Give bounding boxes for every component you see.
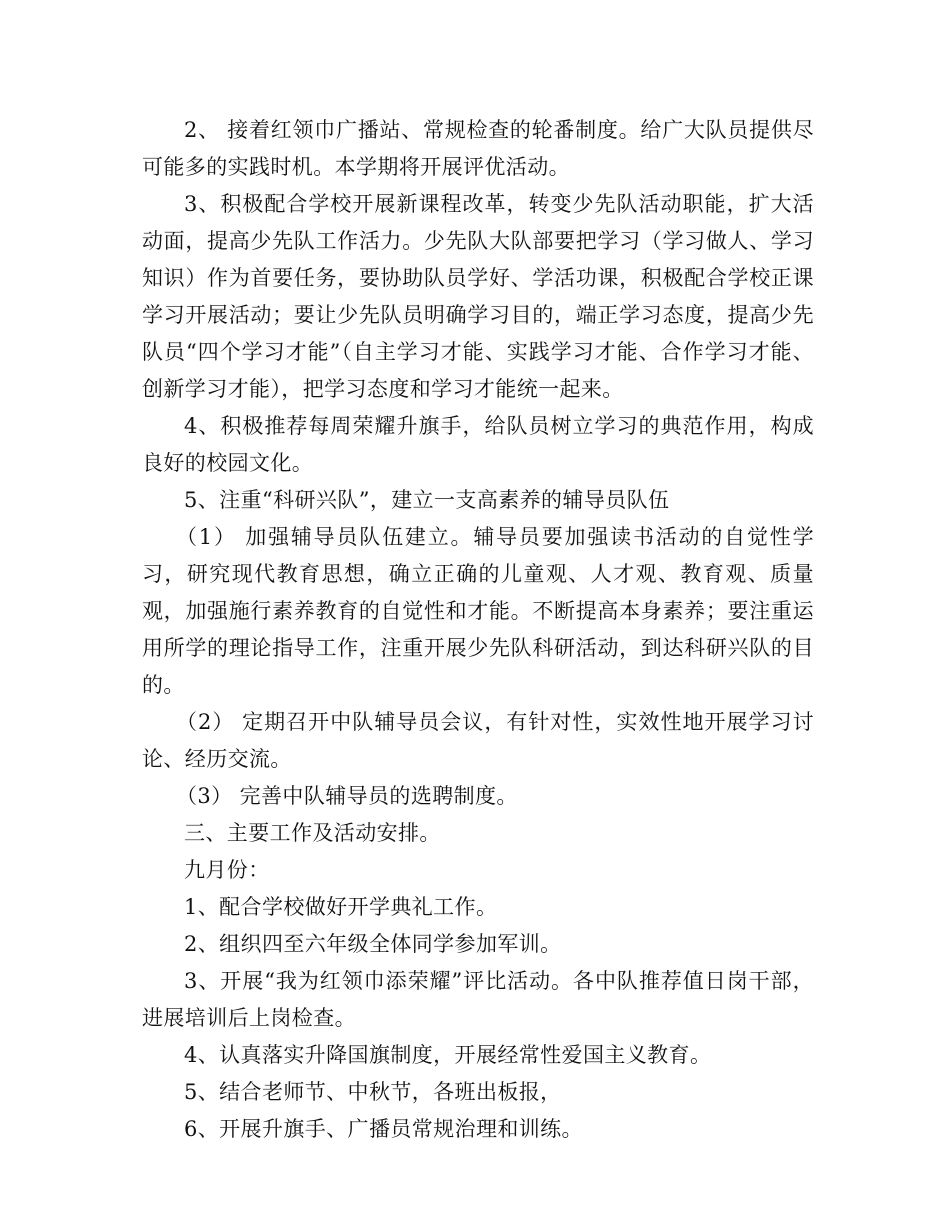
activity-item-5: 5、结合老师节、中秋节，各班出板报， xyxy=(184,1080,562,1104)
paragraph-subitem-2: （2） 定期召开中队辅导员会议，有针对性，实效性地开展学习讨论、经历交流。 xyxy=(142,710,814,771)
section-heading: 三、主要工作及活动安排。 xyxy=(184,821,441,845)
activity-item-2: 2、组织四至六年级全体同学参加军训。 xyxy=(184,932,562,956)
paragraph-subitem-3: （3） 完善中队辅导员的选聘制度。 xyxy=(176,784,518,808)
month-heading: 九月份： xyxy=(184,858,270,882)
paragraph-subitem-1: （1） 加强辅导员队伍建立。辅导员要加强读书活动的自觉性学习，研究现代教育思想，确立正确的儿童观、人才观、教育观、质量观，加强施行素养教育的自觉性和才能。不断提高本身素养；要注重运用所学的理论指导工作，注重开展少先队科研活动，到达科研兴队的目的。 xyxy=(142,525,814,697)
activity-item-6: 6、开展升旗手、广播员常规治理和训练。 xyxy=(184,1117,583,1141)
document-body xyxy=(142,112,814,1148)
activity-item-1: 1、配合学校做好开学典礼工作。 xyxy=(184,895,498,919)
paragraph-item-4: 4、积极推荐每周荣耀升旗手，给队员树立学习的典范作用，构成良好的校园文化。 xyxy=(142,414,814,475)
paragraph-item-3: 3、积极配合学校开展新课程改革，转变少先队活动职能，扩大活动面，提高少先队工作活力。少先队大队部要把学习（学习做人、学习知识）作为首要任务，要协助队员学好、学活功课，积极配合学校正课学习开展活动；要让少先队员明确学习目的，端正学习态度，提高少先队员“四个学习才能”（自主学习才能、实践学习才能、合作学习才能、创新学习才能），把学习态度和学习才能统一起来。 xyxy=(142,192,814,401)
activity-item-3: 3、开展“我为红领巾添荣耀”评比活动。各中队推荐值日岗干部，进展培训后上岗检查。 xyxy=(142,969,814,1030)
paragraph-item-2: 2、 接着红领巾广播站、常规检查的轮番制度。给广大队员提供尽可能多的实践时机。本学期将开展评优活动。 xyxy=(142,118,814,179)
activity-item-4: 4、认真落实升降国旗制度，开展经常性爱国主义教育。 xyxy=(184,1043,712,1067)
paragraph-item-5: 5、注重“科研兴队”，建立一支高素养的辅导员队伍 xyxy=(184,488,670,512)
